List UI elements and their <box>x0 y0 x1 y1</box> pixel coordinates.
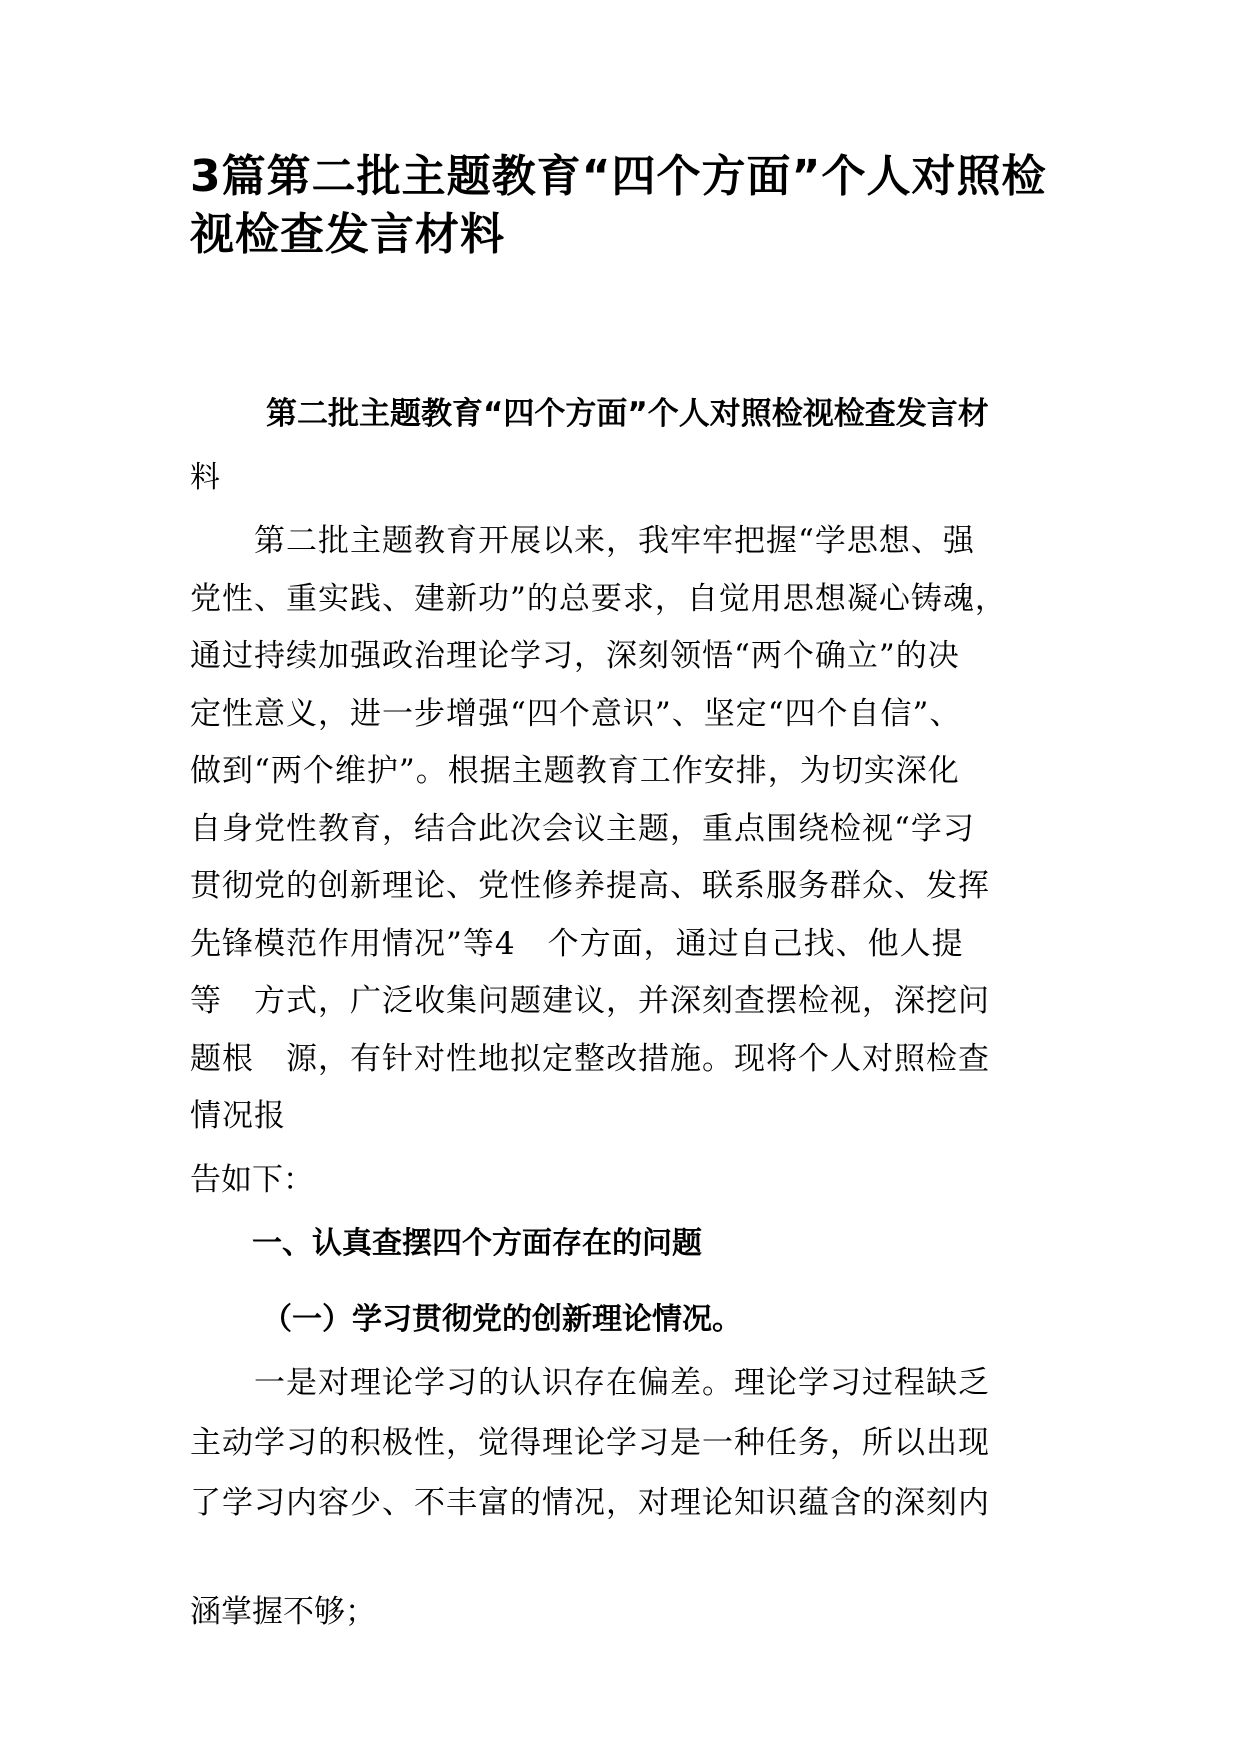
paragraph-line: 等 方式，广泛收集问题建议，并深刻查摆检视，深挖问 <box>190 983 990 1019</box>
paragraph-line: 主动学习的积极性，觉得理论学习是一种任务，所以出现 <box>190 1425 990 1461</box>
paragraph-line: 做到“两个维护”。根据主题教育工作安排，为切实深化 <box>190 753 960 789</box>
subsection-heading: （一）学习贯彻党的创新理论情况。 <box>262 1302 742 1337</box>
paragraph-line: 先锋模范作用情况”等4 个方面，通过自己找、他人提 <box>190 925 964 962</box>
paragraph-line: 题根 源，有针对性地拟定整改措施。现将个人对照检查 <box>190 1040 990 1077</box>
paragraph-line: 一是对理论学习的认识存在偏差。理论学习过程缺乏 <box>190 1365 990 1401</box>
paragraph-line: 定性意义，进一步增强“四个意识”、坚定“四个自信”、 <box>190 695 962 732</box>
problem-paragraph-tail: 涵掌握不够； <box>190 1594 376 1630</box>
paragraph-line: 党性、重实践、建新功”的总要求，自觉用思想凝心铸魂， <box>190 580 1007 617</box>
intro-paragraph <box>190 513 1007 1146</box>
paragraph-line: 通过持续加强政治理论学习，深刻领悟“两个确立”的决 <box>190 638 960 674</box>
paragraph-line: 情况报 <box>190 1098 286 1134</box>
document-title: 3篇第二批主题教育“四个方面”个人对照检视检查发言材料 <box>190 151 1047 260</box>
section-heading: 一、认真查摆四个方面存在的问题 <box>252 1226 702 1261</box>
paragraph-line: 贯彻党的创新理论、党性修养提高、联系服务群众、发挥 <box>190 868 990 904</box>
paragraph-line: 自身党性教育，结合此次会议主题，重点围绕检视“学习 <box>190 810 975 847</box>
section-title-line-1: 第二批主题教育“四个方面”个人对照检视检查发言材 <box>266 396 989 432</box>
problem-paragraph <box>190 1353 990 1533</box>
paragraph-line: 第二批主题教育开展以来，我牢牢把握“学思想、强 <box>190 523 975 559</box>
section-title-line-2: 料 <box>190 460 220 495</box>
intro-paragraph-tail: 告如下： <box>190 1162 314 1198</box>
paragraph-line: 了学习内容少、不丰富的情况，对理论知识蕴含的深刻内 <box>190 1485 990 1521</box>
